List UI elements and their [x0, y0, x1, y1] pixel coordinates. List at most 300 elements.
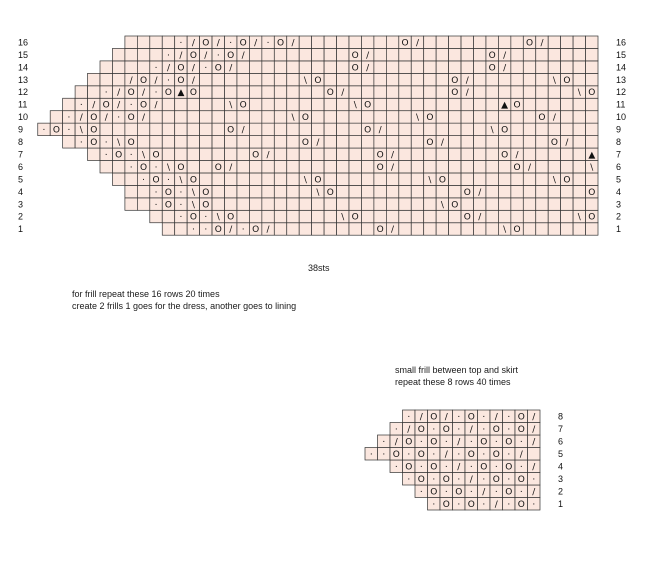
- stitch-symbol: O: [467, 499, 475, 510]
- row-label-left: 5: [18, 174, 24, 185]
- stitch-symbol: ·: [419, 487, 423, 498]
- stitch-symbol: ·: [154, 88, 158, 99]
- stitch-symbol: O: [430, 462, 438, 473]
- stitch-symbol: O: [492, 449, 500, 460]
- stitch-symbol: ·: [129, 162, 133, 173]
- stitch-symbol: /: [469, 424, 473, 435]
- stitch-symbol: /: [79, 113, 83, 124]
- stitch-symbol: O: [513, 162, 521, 173]
- stitch-symbol: \: [191, 200, 195, 211]
- stitch-symbol: O: [426, 113, 434, 124]
- stitch-symbol: ·: [407, 449, 411, 460]
- stitch-symbol: ·: [432, 474, 436, 485]
- stitch-symbol: O: [90, 138, 98, 149]
- stitch-symbol: ·: [507, 412, 511, 423]
- row-label-left: 13: [18, 74, 29, 85]
- stitch-symbol: O: [189, 88, 197, 99]
- stitch-symbol: ·: [154, 63, 158, 74]
- stitch-symbol: O: [588, 187, 596, 198]
- row-label-left: 9: [18, 124, 24, 135]
- small-row-label: 3: [558, 473, 564, 484]
- stitch-symbol: ·: [444, 437, 448, 448]
- stitch-symbol: /: [391, 150, 395, 161]
- stitch-symbol: O: [588, 212, 596, 223]
- stitch-symbol: \: [590, 162, 594, 173]
- stitch-symbol: ·: [532, 499, 536, 510]
- stitch-symbol: ·: [129, 150, 133, 161]
- stitch-symbol: O: [376, 225, 384, 236]
- row-label-left: 14: [18, 62, 29, 73]
- stitch-symbol: O: [513, 100, 521, 111]
- stitch-symbol: ·: [241, 225, 245, 236]
- stitch-symbol: ·: [407, 412, 411, 423]
- stitch-symbol: ·: [457, 474, 461, 485]
- stitch-symbol: /: [444, 412, 448, 423]
- row-label-right: 10: [616, 112, 627, 123]
- stitch-symbol: O: [214, 63, 222, 74]
- stitch-symbol: O: [517, 412, 525, 423]
- stitch-symbol: ·: [432, 449, 436, 460]
- row-label-right: 4: [616, 186, 622, 197]
- stitch-symbol: /: [241, 125, 245, 136]
- stitch-symbol: /: [419, 412, 423, 423]
- stitch-symbol: O: [492, 474, 500, 485]
- stitch-symbol: /: [482, 487, 486, 498]
- stitch-symbol: /: [316, 138, 320, 149]
- stitch-symbol: /: [494, 499, 498, 510]
- stitch-symbol: O: [451, 200, 459, 211]
- stitch-symbol: ·: [179, 38, 183, 49]
- stitch-symbol: \: [291, 113, 295, 124]
- stitch-symbol: ·: [432, 499, 436, 510]
- stitch-symbol: O: [517, 424, 525, 435]
- stitch-symbol: O: [417, 474, 425, 485]
- stitch-symbol: /: [532, 424, 536, 435]
- row-label-right: 11: [616, 99, 626, 110]
- row-label-left: 7: [18, 149, 24, 160]
- stitch-symbol: ·: [179, 200, 183, 211]
- stitch-symbol: ·: [407, 474, 411, 485]
- stitch-symbol: O: [501, 150, 509, 161]
- stitch-symbol: ·: [507, 449, 511, 460]
- stitch-symbol: ·: [266, 38, 270, 49]
- small-chart-row-3: [403, 473, 541, 486]
- stitch-symbol: /: [191, 63, 195, 74]
- stitch-symbol: O: [314, 75, 322, 86]
- stitch-symbol: ·: [382, 437, 386, 448]
- stitch-symbol: /: [532, 412, 536, 423]
- stitch-symbol: \: [79, 125, 83, 136]
- stitch-symbol: O: [430, 412, 438, 423]
- stitch-symbol: /: [565, 138, 569, 149]
- stitch-symbol: O: [550, 138, 558, 149]
- stitch-symbol: O: [227, 50, 235, 61]
- small-row-label: 8: [558, 411, 564, 422]
- small-chart-row-2: [415, 485, 540, 498]
- stitch-symbol: ▲: [501, 100, 509, 111]
- stitch-symbol: O: [442, 499, 450, 510]
- stitch-symbol: /: [229, 225, 233, 236]
- stitch-symbol: O: [164, 88, 173, 99]
- stitch-symbol: ·: [457, 412, 461, 423]
- stitch-symbol: /: [266, 225, 270, 236]
- row-label-right: 12: [616, 87, 627, 98]
- stitch-symbol: ·: [394, 424, 398, 435]
- stitch-symbol: O: [376, 150, 384, 161]
- stitch-symbol: O: [301, 138, 309, 149]
- stitch-symbol: \: [166, 162, 170, 173]
- row-label-left: 6: [18, 161, 24, 172]
- stitch-symbol: /: [378, 125, 382, 136]
- stitch-symbol: /: [241, 50, 245, 61]
- stitch-symbol: O: [214, 225, 222, 236]
- stitch-symbol: ·: [507, 499, 511, 510]
- row-label-right: 3: [616, 199, 622, 210]
- stitch-symbol: ·: [532, 474, 536, 485]
- small-frill-title-line-1: small frill between top and skirt: [395, 365, 519, 375]
- stitch-symbol: ·: [507, 474, 511, 485]
- stitch-symbol: \: [303, 75, 307, 86]
- stitch-symbol: O: [401, 38, 409, 49]
- stitch-symbol: ·: [229, 38, 233, 49]
- stitch-symbol: \: [179, 175, 183, 186]
- row-label-right: 5: [616, 174, 622, 185]
- stitch-symbol: ▲: [588, 150, 596, 161]
- stitch-symbol: O: [417, 449, 425, 460]
- row-label-left: 15: [18, 49, 29, 60]
- stitch-symbol: O: [517, 474, 525, 485]
- stitch-symbol: \: [552, 75, 556, 86]
- small-row-label: 1: [558, 498, 564, 509]
- row-label-right: 7: [616, 149, 622, 160]
- stitch-symbol: /: [444, 449, 448, 460]
- stitch-symbol: ·: [469, 437, 473, 448]
- stitch-symbol: \: [216, 212, 220, 223]
- stitch-symbol: /: [532, 462, 536, 473]
- stitch-symbol: O: [140, 162, 148, 173]
- stitch-symbol: O: [252, 225, 260, 236]
- stitch-symbol: O: [463, 187, 471, 198]
- stitch-symbol: \: [415, 113, 419, 124]
- stitch-symbol: ·: [42, 125, 46, 136]
- stitch-symbol: /: [394, 437, 398, 448]
- stitch-symbol: O: [127, 113, 135, 124]
- stitch-symbol: /: [540, 38, 544, 49]
- stitch-symbol: ·: [519, 462, 523, 473]
- stitch-symbol: O: [252, 150, 260, 161]
- stitch-symbol: O: [451, 75, 459, 86]
- stitch-symbol: /: [519, 449, 523, 460]
- stitch-symbol: /: [503, 50, 507, 61]
- stitch-symbol: ·: [519, 487, 523, 498]
- stitch-symbol: /: [191, 75, 195, 86]
- stitch-symbol: ·: [104, 150, 108, 161]
- row-label-right: 2: [616, 211, 622, 222]
- stitch-symbol: O: [492, 424, 500, 435]
- stitch-symbol: \: [428, 175, 432, 186]
- stitch-symbol: O: [455, 487, 463, 498]
- stitch-symbol: ·: [457, 449, 461, 460]
- stitch-symbol: ·: [482, 424, 486, 435]
- stitch-symbol: /: [391, 162, 395, 173]
- stitch-symbol: O: [326, 88, 334, 99]
- stitch-symbol: O: [202, 200, 210, 211]
- stitch-symbol: /: [532, 487, 536, 498]
- row-label-left: 11: [18, 99, 28, 110]
- stitch-symbol: \: [303, 175, 307, 186]
- stitch-symbol: \: [577, 212, 581, 223]
- stitch-symbol: O: [351, 50, 359, 61]
- stitch-symbol: \: [117, 138, 121, 149]
- stitch-symbol: O: [152, 175, 160, 186]
- stitch-count-label: 38sts: [308, 263, 330, 273]
- stitch-symbol: O: [102, 100, 110, 111]
- stitch-symbol: O: [189, 175, 197, 186]
- stitch-symbol: O: [227, 212, 235, 223]
- stitch-symbol: O: [451, 88, 459, 99]
- stitch-symbol: O: [442, 474, 450, 485]
- stitch-symbol: ·: [204, 212, 208, 223]
- small-row-label: 6: [558, 436, 564, 447]
- stitch-symbol: O: [164, 200, 173, 211]
- stitch-symbol: O: [430, 487, 438, 498]
- stitch-symbol: /: [142, 113, 146, 124]
- stitch-symbol: O: [52, 125, 60, 136]
- small-chart-row-1: [428, 498, 541, 511]
- frill-note-line-2: create 2 frills 1 goes for the dress, another goes to lining: [72, 301, 297, 311]
- stitch-symbol: ·: [79, 138, 83, 149]
- stitch-symbol: ·: [204, 225, 208, 236]
- stitch-symbol: O: [505, 437, 513, 448]
- stitch-symbol: O: [351, 212, 359, 223]
- frill-note-line-1: for frill repeat these 16 rows 20 times: [72, 289, 220, 299]
- stitch-symbol: ·: [494, 487, 498, 498]
- stitch-symbol: /: [341, 88, 345, 99]
- stitch-symbol: O: [426, 138, 434, 149]
- small-row-label: 7: [558, 423, 564, 434]
- stitch-symbol: ·: [507, 424, 511, 435]
- row-label-left: 16: [18, 37, 29, 48]
- stitch-symbol: O: [505, 487, 513, 498]
- stitch-symbol: ·: [179, 212, 183, 223]
- stitch-symbol: ·: [457, 424, 461, 435]
- stitch-symbol: ·: [394, 462, 398, 473]
- stitch-symbol: O: [189, 212, 197, 223]
- small-chart-row-4: [390, 460, 540, 473]
- stitch-symbol: /: [216, 38, 220, 49]
- row-label-left: 2: [18, 211, 24, 222]
- stitch-symbol: /: [391, 225, 395, 236]
- stitch-symbol: O: [563, 175, 571, 186]
- row-label-right: 8: [616, 137, 622, 148]
- stitch-symbol: O: [90, 113, 98, 124]
- stitch-symbol: O: [467, 449, 475, 460]
- stitch-symbol: O: [164, 187, 173, 198]
- small-chart-row-5: [365, 448, 540, 461]
- row-label-right: 14: [616, 62, 627, 73]
- stitch-symbol: /: [154, 75, 158, 86]
- stitch-symbol: \: [503, 225, 507, 236]
- stitch-symbol: O: [189, 50, 197, 61]
- stitch-symbol: /: [465, 75, 469, 86]
- stitch-symbol: ·: [519, 437, 523, 448]
- stitch-symbol: ·: [154, 162, 158, 173]
- stitch-symbol: O: [501, 125, 509, 136]
- stitch-symbol: /: [266, 150, 270, 161]
- stitch-symbol: ·: [117, 113, 121, 124]
- stitch-symbol: O: [239, 38, 247, 49]
- stitch-symbol: O: [152, 150, 160, 161]
- stitch-symbol: /: [204, 50, 208, 61]
- stitch-symbol: /: [552, 113, 556, 124]
- stitch-symbol: /: [179, 50, 183, 61]
- stitch-symbol: /: [92, 100, 96, 111]
- row-label-left: 8: [18, 137, 24, 148]
- row-label-left: 12: [18, 87, 29, 98]
- stitch-symbol: ·: [444, 462, 448, 473]
- stitch-symbol: /: [117, 100, 121, 111]
- stitch-symbol: O: [405, 437, 413, 448]
- stitch-symbol: O: [525, 38, 534, 49]
- stitch-symbol: ·: [67, 125, 71, 136]
- stitch-symbol: ·: [191, 225, 195, 236]
- stitch-symbol: /: [366, 50, 370, 61]
- stitch-symbol: ·: [482, 499, 486, 510]
- stitch-symbol: O: [417, 424, 425, 435]
- stitch-symbol: ·: [494, 462, 498, 473]
- stitch-symbol: ·: [494, 437, 498, 448]
- stitch-symbol: ·: [444, 487, 448, 498]
- stitch-symbol: ·: [104, 138, 108, 149]
- stitch-symbol: /: [494, 412, 498, 423]
- stitch-symbol: O: [140, 75, 148, 86]
- stitch-symbol: O: [480, 462, 488, 473]
- stitch-symbol: ·: [142, 175, 146, 186]
- stitch-symbol: O: [364, 125, 372, 136]
- stitch-symbol: /: [415, 38, 419, 49]
- stitch-symbol: /: [457, 462, 461, 473]
- small-row-label: 4: [558, 461, 564, 472]
- stitch-symbol: /: [229, 63, 233, 74]
- stitch-symbol: ·: [382, 449, 386, 460]
- stitch-symbol: ·: [79, 100, 83, 111]
- stitch-symbol: /: [366, 63, 370, 74]
- row-label-right: 6: [616, 161, 622, 172]
- small-row-label: 2: [558, 486, 564, 497]
- stitch-symbol: ·: [204, 63, 208, 74]
- stitch-symbol: O: [463, 212, 471, 223]
- stitch-symbol: \: [552, 175, 556, 186]
- stitch-symbol: /: [465, 88, 469, 99]
- stitch-symbol: O: [588, 88, 596, 99]
- stitch-symbol: O: [227, 125, 235, 136]
- stitch-symbol: \: [191, 187, 195, 198]
- row-label-right: 9: [616, 124, 622, 135]
- row-label-left: 4: [18, 186, 24, 197]
- stitch-symbol: O: [301, 113, 309, 124]
- stitch-symbol: O: [480, 437, 488, 448]
- stitch-symbol: ·: [154, 200, 158, 211]
- stitch-symbol: ·: [104, 88, 108, 99]
- row-label-right: 15: [616, 49, 627, 60]
- stitch-symbol: /: [254, 38, 258, 49]
- stitch-symbol: O: [442, 424, 450, 435]
- stitch-symbol: O: [438, 175, 446, 186]
- stitch-symbol: /: [528, 162, 532, 173]
- stitch-symbol: ·: [179, 187, 183, 198]
- stitch-symbol: ·: [457, 499, 461, 510]
- stitch-symbol: ·: [482, 474, 486, 485]
- stitch-symbol: /: [154, 100, 158, 111]
- stitch-symbol: ·: [419, 462, 423, 473]
- stitch-symbol: ·: [167, 175, 170, 186]
- stitch-symbol: O: [115, 150, 123, 161]
- stitch-symbol: /: [291, 38, 295, 49]
- stitch-symbol: ·: [216, 50, 220, 61]
- stitch-symbol: /: [407, 424, 411, 435]
- stitch-symbol: /: [457, 437, 461, 448]
- stitch-symbol: O: [314, 175, 322, 186]
- stitch-symbol: O: [563, 75, 571, 86]
- stitch-symbol: \: [353, 100, 357, 111]
- row-label-right: 1: [616, 224, 622, 235]
- stitch-symbol: /: [515, 150, 519, 161]
- stitch-symbol: ·: [482, 449, 486, 460]
- stitch-symbol: ·: [67, 113, 71, 124]
- stitch-symbol: \: [490, 125, 494, 136]
- stitch-symbol: \: [229, 100, 233, 111]
- stitch-symbol: O: [351, 63, 359, 74]
- stitch-symbol: O: [127, 138, 135, 149]
- stitch-symbol: /: [117, 88, 121, 99]
- stitch-symbol: O: [513, 225, 521, 236]
- stitch-symbol: O: [177, 162, 185, 173]
- stitch-symbol: O: [177, 63, 185, 74]
- stitch-symbol: ·: [369, 449, 373, 460]
- stitch-symbol: O: [467, 412, 475, 423]
- stitch-symbol: \: [440, 200, 444, 211]
- stitch-symbol: /: [469, 474, 473, 485]
- row-label-left: 10: [18, 112, 29, 123]
- row-label-right: 13: [616, 74, 627, 85]
- stitch-symbol: ·: [154, 187, 158, 198]
- stitch-symbol: O: [392, 449, 400, 460]
- stitch-symbol: O: [202, 38, 210, 49]
- stitch-symbol: O: [405, 462, 413, 473]
- stitch-symbol: O: [538, 113, 546, 124]
- stitch-symbol: /: [142, 88, 146, 99]
- stitch-symbol: \: [316, 187, 320, 198]
- stitch-symbol: ·: [129, 100, 133, 111]
- stitch-symbol: O: [376, 162, 384, 173]
- stitch-symbol: O: [127, 88, 135, 99]
- stitch-symbol: O: [214, 162, 222, 173]
- stitch-symbol: \: [341, 212, 345, 223]
- stitch-symbol: /: [166, 63, 170, 74]
- small-frill-title-line-2: repeat these 8 rows 40 times: [395, 377, 511, 387]
- stitch-symbol: O: [90, 125, 98, 136]
- stitch-symbol: O: [239, 100, 247, 111]
- stitch-symbol: ▲: [177, 88, 185, 99]
- stitch-symbol: /: [532, 437, 536, 448]
- stitch-symbol: O: [364, 100, 372, 111]
- row-label-left: 1: [18, 224, 24, 235]
- stitch-symbol: O: [488, 50, 496, 61]
- stitch-symbol: O: [177, 75, 185, 86]
- stitch-symbol: O: [276, 38, 285, 49]
- stitch-symbol: /: [440, 138, 444, 149]
- stitch-symbol: O: [430, 437, 438, 448]
